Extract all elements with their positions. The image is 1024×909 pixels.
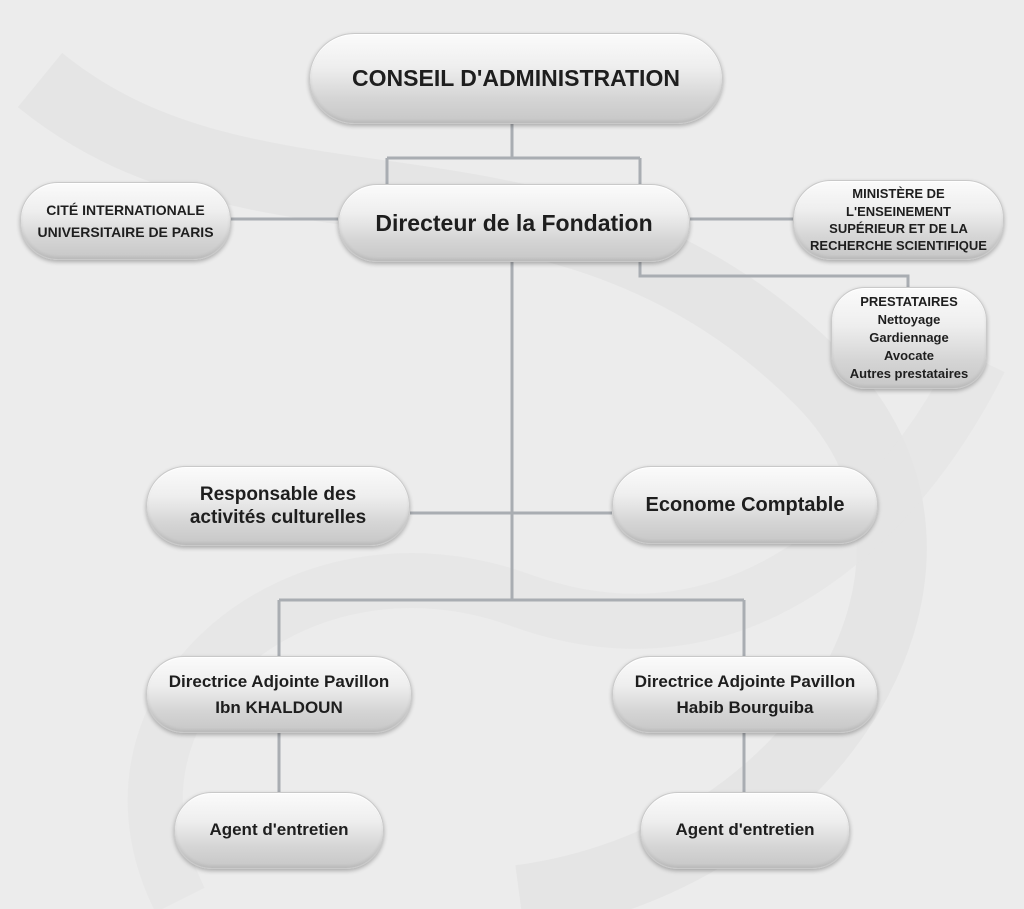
node-cite-line-1: CITÉ INTERNATIONALE <box>46 201 205 218</box>
node-agent-entretien-left <box>174 792 384 869</box>
node-responsable-activites <box>146 466 410 546</box>
node-prestataires-line-3: Gardiennage <box>869 330 949 346</box>
edge-directeur-adjointes <box>279 600 744 656</box>
edge-conseil-directeur <box>387 124 640 186</box>
node-ministere-line-4: RECHERCHE SCIENTIFIQUE <box>810 238 987 254</box>
node-prestataires-line-2: Nettoyage <box>877 312 941 328</box>
node-adjointe-left-line-2: Ibn KHALDOUN <box>215 697 343 717</box>
node-conseil-administration <box>309 33 723 124</box>
node-responsable-line-2: activités culturelles <box>189 507 367 528</box>
node-cite-line-2: UNIVERSITAIRE DE PARIS <box>37 224 214 240</box>
node-agent-left-line-1: Agent d'entretien <box>209 820 349 840</box>
node-directeur-line-1: Directeur de la Fondation <box>375 209 653 236</box>
node-ministere <box>793 180 1004 260</box>
node-directeur-fondation <box>338 184 690 262</box>
node-prestataires-line-1: PRESTATAIRES <box>860 294 958 310</box>
node-prestataires <box>831 287 987 389</box>
node-agent-entretien-right <box>640 792 850 869</box>
node-econome-comptable <box>612 466 878 544</box>
edge-directeur-prestataires <box>640 260 908 287</box>
node-agent-right-line-1: Agent d'entretien <box>675 820 815 840</box>
node-ministere-line-2: L'ENSEINEMENT <box>846 203 951 219</box>
node-adjointe-left-line-1: Directrice Adjointe Pavillon <box>168 672 390 691</box>
node-cite-internationale <box>20 182 231 260</box>
node-adjointe-habib-bourguiba <box>612 656 878 733</box>
node-prestataires-line-5: Autres prestataires <box>849 365 969 381</box>
node-prestataires-line-4: Avocate <box>883 347 935 363</box>
node-adjointe-right-line-2: Habib Bourguiba <box>676 697 814 717</box>
node-adjointe-right-line-1: Directrice Adjointe Pavillon <box>634 672 856 691</box>
node-adjointe-ibn-khaldoun <box>146 656 412 733</box>
node-ministere-line-1: MINISTÈRE DE <box>852 186 945 202</box>
node-conseil-line-1: CONSEIL D'ADMINISTRATION <box>352 65 680 92</box>
node-econome-line-1: Econome Comptable <box>645 493 845 516</box>
node-responsable-line-1: Responsable des <box>199 483 357 505</box>
node-ministere-line-3: SUPÉRIEUR ET DE LA <box>829 221 968 236</box>
